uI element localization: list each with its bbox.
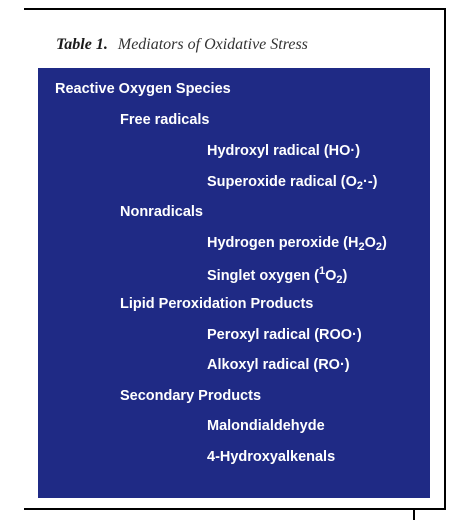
subscript: 2 (375, 241, 382, 253)
entry-text: Malondialdehyde (207, 418, 325, 434)
table-number: Table 1. (56, 36, 108, 53)
table-entry (207, 327, 362, 343)
entry-text: O (325, 268, 337, 284)
entry-text: Superoxide radical (O (207, 174, 357, 190)
entry-text: Singlet oxygen ( (207, 268, 319, 284)
page-edge-mark (413, 508, 415, 520)
entry-text: Reactive Oxygen Species (55, 81, 231, 97)
entry-text: ·-) (363, 174, 378, 190)
entry-text: Peroxyl radical (ROO·) (207, 327, 362, 343)
subcategory-heading (120, 296, 313, 312)
table-entry (207, 235, 387, 253)
table-entry (207, 357, 350, 373)
superscript: 1 (319, 265, 326, 277)
entry-text: Secondary Products (120, 388, 262, 404)
table-caption (56, 36, 308, 54)
entry-text: Free radicals (120, 112, 210, 128)
subscript: 2 (336, 274, 343, 286)
table-entry (207, 418, 325, 434)
subcategory-heading (120, 204, 203, 220)
table-entry (207, 174, 378, 192)
entry-text: 4-Hydroxyalkenals (207, 449, 336, 465)
entry-text: O (364, 235, 376, 251)
entry-text: Hydroxyl radical (HO·) (207, 143, 361, 159)
subcategory-heading (120, 388, 261, 404)
entry-text: Alkoxyl radical (RO·) (207, 357, 350, 373)
entry-text: Nonradicals (120, 204, 203, 220)
entry-text: Hydrogen peroxide (H (207, 235, 359, 251)
entry-text: Lipid Peroxidation Products (120, 296, 314, 312)
subcategory-heading (120, 112, 209, 128)
entry-text: ) (382, 235, 387, 251)
subscript: 2 (356, 180, 364, 192)
table-entry (207, 265, 347, 286)
table-body (38, 68, 430, 498)
category-heading (55, 81, 231, 97)
subscript: 2 (358, 241, 365, 253)
table-title: Mediators of Oxidative Stress (117, 36, 308, 53)
entry-text: ) (342, 268, 348, 284)
table-entry (207, 143, 360, 159)
table-entry (207, 449, 335, 465)
